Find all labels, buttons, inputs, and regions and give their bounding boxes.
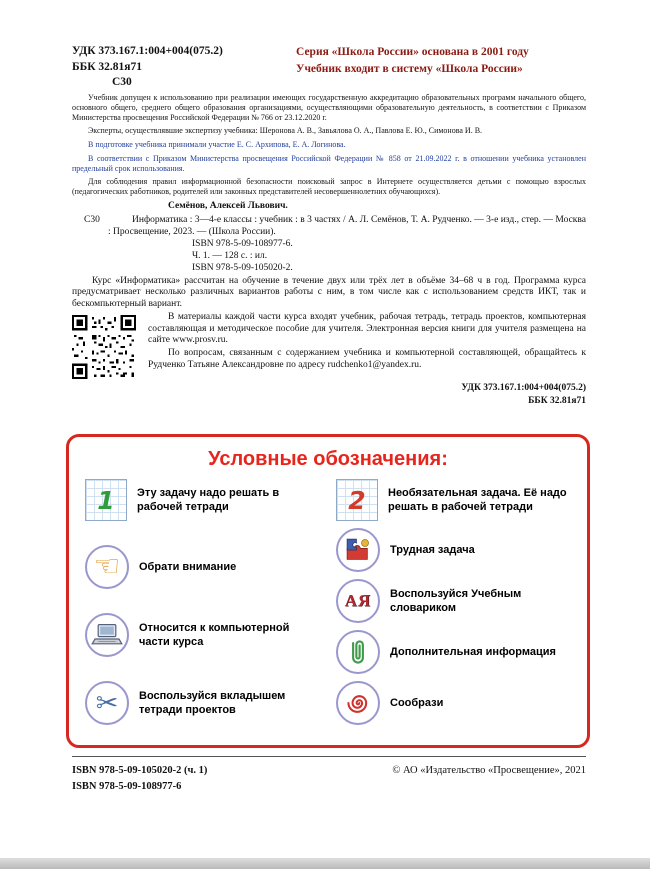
legend-item — [85, 479, 320, 521]
head-block — [72, 44, 586, 91]
page-bottom-edge — [0, 858, 650, 869]
puzzle-icon — [336, 528, 380, 572]
legend-item-label: Трудная задача — [390, 543, 475, 556]
udk-right: УДК 373.167.1:004+004(075.2) — [461, 382, 586, 393]
footer-isbn-set: ISBN 978-5-09-108977-6 — [72, 780, 182, 792]
pointing-hand-icon — [85, 545, 129, 589]
footer-isbn-block — [72, 763, 207, 795]
annotation-course: Курс «Информатика» рассчитан на обучение в течение двух или трёх лет в объёме 34–68 ч в год. Программа курса предусматривает несколько различных вариантов работы с ним, в том числе как с использованием средств ИКТ, так и бескомпьютерный вариант. — [72, 275, 586, 310]
legend-item — [336, 579, 571, 623]
bbk-number: ББК 32.81я71 — [72, 60, 143, 73]
legend-item-label: Необязательная задача. Её надо решать в рабочей тетради — [388, 486, 567, 513]
legend-item-label: Обрати внимание — [139, 560, 237, 573]
pointing-hand-glyph: ☜ — [93, 549, 121, 584]
udk-right-block — [72, 382, 586, 408]
dictionary-icon — [336, 579, 380, 623]
scissors-icon — [85, 681, 129, 725]
legend-item-label: Воспользуйся вкладышем тетради проектов — [139, 689, 286, 716]
annotation-contact: По вопросам, связанным с содержанием учебника и компьютерной составляющей, обращайтесь к Рудченко Татьяне Александровне по адресу rudchenko1@yandex.ru. — [148, 348, 586, 370]
experts-notice: Эксперты, осуществлявшие экспертизу учебника: Шеронова А. В., Завьялова О. А., Павлова Е. Ю., Симонова И. В. — [88, 126, 483, 136]
catalog-entry-row — [72, 215, 586, 239]
series-line-2: Учебник входит в систему «Школа России» — [296, 62, 523, 75]
legend-item-label: Воспользуйся Учебным словариком — [390, 587, 522, 614]
isbn-set-line: ISBN 978-5-09-108977-6. — [192, 239, 293, 250]
participants-notice: В подготовке учебника принимали участие Е. С. Архипова, Е. А. Логинова. — [88, 140, 346, 149]
annotation-materials: В материалы каждой части курса входят учебник, рабочая тетрадь, тетрадь проектов, компьютерная составляющая и методическое пособие для учителя. Электронная версия книги для учителя размещена на сайте www.prosv.ru. — [148, 311, 586, 346]
dictionary-letters: АЯ — [344, 591, 372, 610]
paperclip-icon — [336, 630, 380, 674]
legend-item-label: Сообрази — [390, 696, 444, 709]
laptop-icon — [85, 613, 129, 657]
legend-title: Условные обозначения: — [208, 448, 448, 470]
legend-right-column — [336, 479, 571, 725]
legend-columns — [69, 477, 587, 725]
legend-item — [85, 545, 320, 589]
author-heading: Семёнов, Алексей Львович. — [168, 201, 288, 211]
isbn-part-line: ISBN 978-5-09-105020-2. — [192, 262, 293, 273]
legend-item — [85, 681, 320, 725]
footer-isbn-part: ISBN 978-5-09-105020-2 (ч. 1) — [72, 765, 208, 776]
bbk-right: ББК 32.81я71 — [528, 395, 586, 406]
spiral-icon — [336, 681, 380, 725]
worksheet-1-icon — [85, 479, 127, 521]
info-safety-notice: Для соблюдения правил информационной безопасности поисковый запрос в Интернете осуществляется детьми с помощью взрослых (педагогических работников, родителей или законных представителей несовершеннолетних обучающихся). — [72, 177, 586, 196]
legend-left-column — [85, 479, 320, 725]
legend-item-label: Эту задачу надо решать в рабочей тетради — [137, 486, 280, 513]
legend-item-label: Дополнительная информация — [390, 645, 556, 658]
series-line-1: Серия «Школа России» основана в 2001 году — [296, 46, 529, 58]
worksheet-1-digit: 1 — [97, 485, 115, 515]
qr-code — [72, 315, 136, 379]
catalog-entry: Информатика : 3—4-е классы : учебник : в 3 частях / А. Л. Семёнов, Т. А. Рудченко. — 3-е изд., стер. — Москва : Просвещение, 2023. — (Школа России). — [108, 214, 586, 237]
book-code: С30 — [112, 76, 132, 89]
notices-block — [72, 93, 586, 201]
legend-item — [336, 528, 571, 572]
usage-term-notice: В соответствии с Приказом Министерства просвещения Российской Федерации № 858 от 21.09.2022 г. в отношении учебника установлен предельный срок использования. — [72, 153, 586, 173]
bibliographic-block — [72, 201, 586, 408]
legend-item — [336, 630, 571, 674]
catalog-code: С30 — [84, 214, 100, 225]
footer-block — [72, 756, 586, 795]
worksheet-2-icon — [336, 479, 378, 521]
series-note — [296, 44, 586, 91]
worksheet-2-digit: 2 — [348, 485, 366, 515]
legend-item — [336, 479, 571, 521]
scissors-glyph: ✂ — [95, 687, 119, 719]
part-line: Ч. 1. — 128 с. : ил. — [192, 251, 268, 262]
legend-item — [336, 681, 571, 725]
classification-block — [72, 44, 223, 91]
legend-item — [85, 613, 320, 657]
copyright-notice: © АО «Издательство «Просвещение», 2021 — [392, 765, 586, 776]
legend-box — [66, 434, 590, 748]
udk-number: УДК 373.167.1:004+004(075.2) — [72, 45, 223, 57]
admission-notice: Учебник допущен к использованию при реализации имеющих государственную аккредитацию образовательных программ начального общего, основного общего, среднего общего образования организациями, осуществляющими образовательную деятельность, в соответствии с Приказом Министерства просвещения Российской Федерации № 766 от 23.12.2020 г. — [72, 93, 586, 122]
legend-item-label: Относится к компьютерной части курса — [139, 621, 290, 648]
